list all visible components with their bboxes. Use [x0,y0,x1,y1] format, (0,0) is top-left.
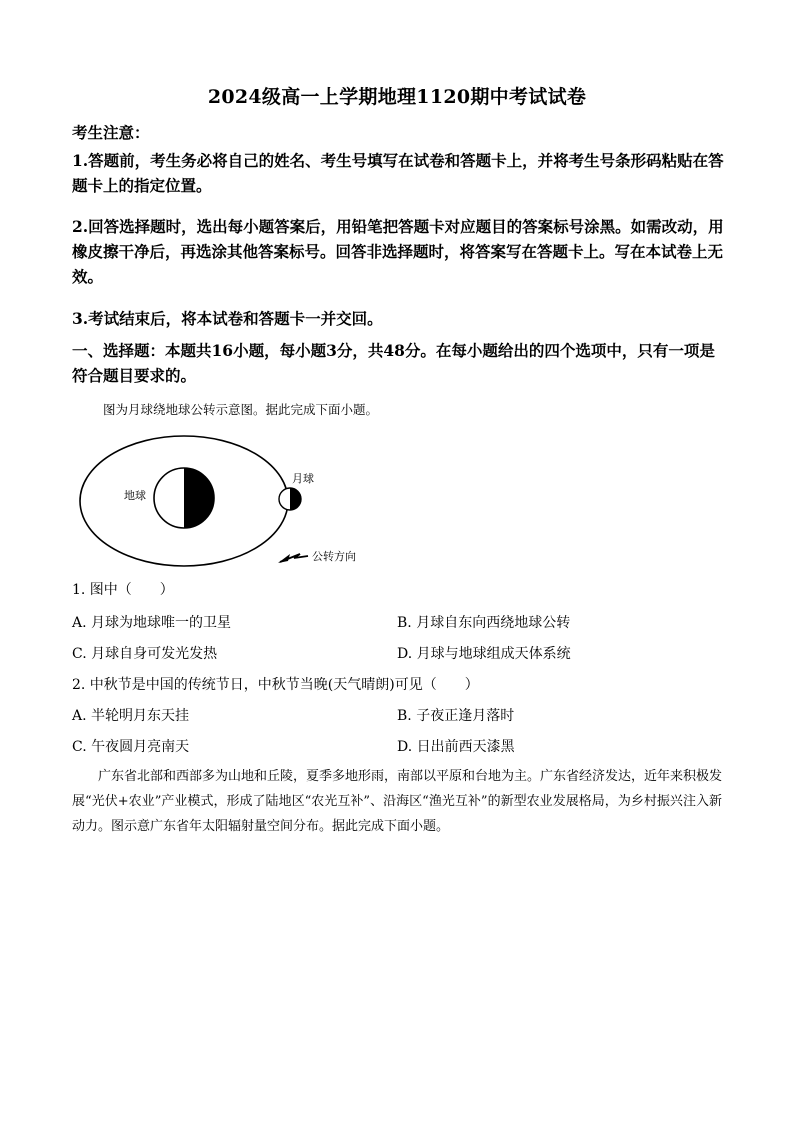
question-1-stem: 1. 图中（ ） [72,582,174,598]
earth-label: 地球 [124,489,146,502]
notice-item-2: 2.回答选择题时，选出每小题答案后，用铅笔把答题卡对应题目的答案标号涂黑。如需改动，用橡皮擦干净后，再选涂其他答案标号。回答非选择题时，将答案写在答题卡上。写在本试卷上无效。 [72,217,724,286]
moon-icon [279,488,301,510]
q2-option-c: C. 午夜圆月亮南天 [72,739,190,755]
notice-item-3: 3.考试结束后，将本试卷和答题卡一并交回。 [72,309,383,328]
earth-icon [154,468,214,528]
exam-title: 2024级高一上学期地理1120期中考试试卷 [207,86,587,108]
moon-label: 月球 [292,472,314,485]
q1-option-d: D. 月球与地球组成天体系统 [397,646,571,662]
q2-option-d: D. 日出前西天漆黑 [397,739,515,755]
q1-option-c: C. 月球自身可发光发热 [72,646,218,662]
moon-orbit-diagram [68,430,356,580]
q2-option-b: B. 子夜正逢月落时 [397,708,515,724]
direction-label: 公转方向 [312,550,356,563]
question-intro: 图为月球绕地球公转示意图。据此完成下面小题。 [103,402,379,417]
q1-option-b: B. 月球自东向西绕地球公转 [397,615,571,631]
reading-passage: 广东省北部和西部多为山地和丘陵，夏季多地形雨，南部以平原和台地为主。广东省经济发达，近年来积极发展“光伏+农业”产业模式，形成了陆地区“农光互补”、沿海区“渔光互补”的新型农业发展格局，为乡村振兴注入新动力。图示意广东省年太阳辐射量空间分布。据此完成下面小题。 [72,769,723,834]
notice-item-1: 1.答题前，考生务必将自己的姓名、考生号填写在试卷和答题卡上，并将考生号条形码粘贴在答题卡上的指定位置。 [72,151,724,195]
q1-option-a: A. 月球为地球唯一的卫星 [72,615,232,631]
question-2-stem: 2. 中秋节是中国的传统节日，中秋节当晚(天气晴朗)可见（ ） [72,677,479,693]
arrow-icon [278,554,308,563]
q2-option-a: A. 半轮明月东天挂 [72,708,190,724]
notice-heading: 考生注意： [72,123,150,142]
section-heading: 一、选择题：本题共16小题，每小题3分，共48分。在每小题给出的四个选项中，只有一项是符合题目要求的。 [72,341,715,385]
